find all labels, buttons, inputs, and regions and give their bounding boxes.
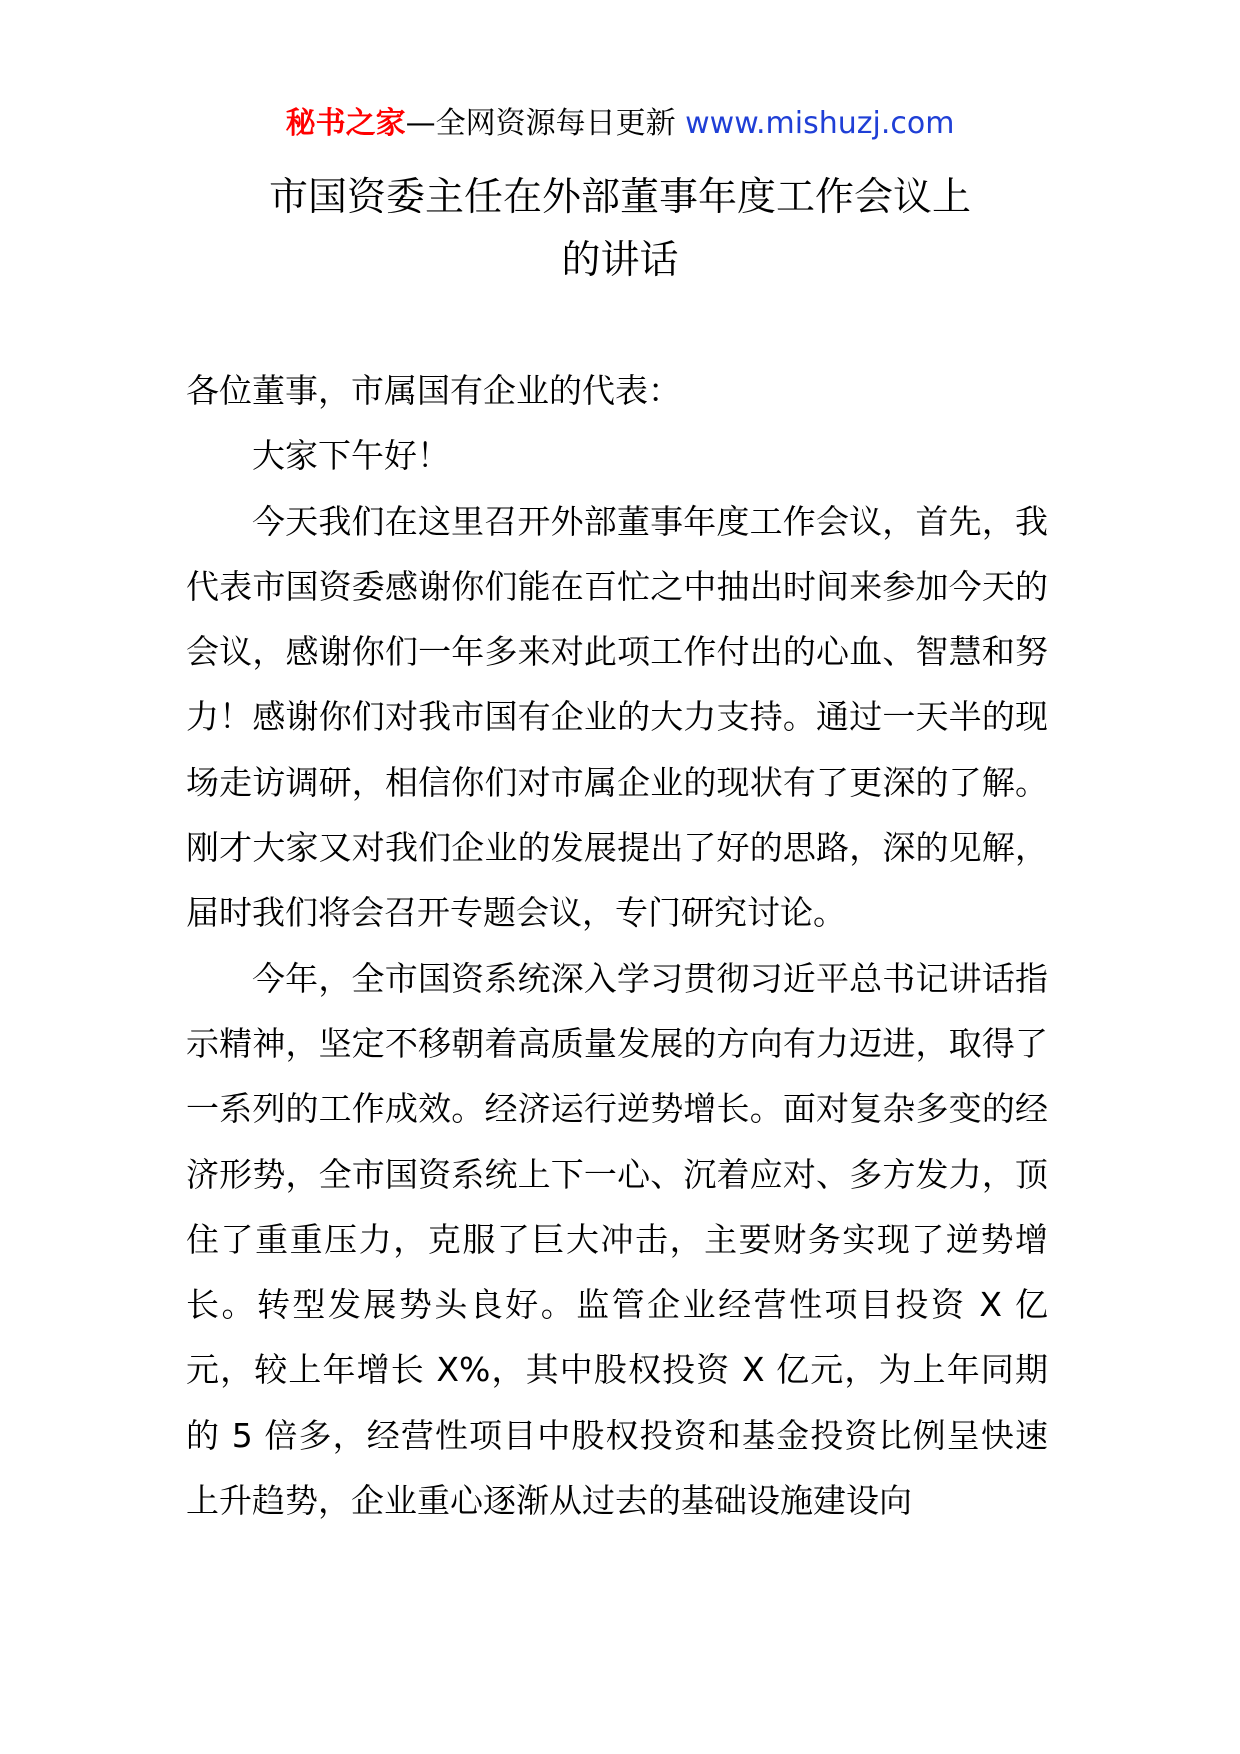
title-line-2: 的讲话 [561, 238, 679, 283]
document-body [186, 358, 1048, 1533]
greeting: 大家下午好！ [252, 436, 450, 476]
header-tagline: —全网资源每日更新 [405, 106, 686, 141]
site-url-link[interactable]: www.mishuzj.com [685, 106, 955, 141]
brand-name: 秘书之家 [285, 106, 406, 141]
document-title [0, 166, 1240, 292]
salutation: 各位董事，市属国有企业的代表： [186, 371, 681, 410]
body-paragraph-2: 今年，全市国资系统深入学习贯彻习近平总书记讲话指示精神，坚定不移朝着高质量发展的方向有力迈进，取得了一系列的工作成效。经济运行逆势增长。面对复杂多变的经济形势，全市国资系统上下一心、沉着应对、多方发力，顶住了重重压力，克服了巨大冲击，主要财务实现了逆势增长。转型发展势头良好。监管企业经营性项目投资 X 亿元，较上年增长 X%，其中股权投资 X 亿元，为上年同期的 5 倍多，经营性项目中股权投资和基金投资比例呈快速上升趋势，企业重心逐渐从过去的基础设施建设向 [186, 958, 1048, 1521]
body-paragraph-1: 今天我们在这里召开外部董事年度工作会议，首先，我代表市国资委感谢你们能在百忙之中抽出时间来参加今天的会议，感谢你们一年多来对此项工作付出的心血、智慧和努力！感谢你们对我市国有企业的大力支持。通过一天半的现场走访调研，相信你们对市属企业的现状有了更深的了解。刚才大家又对我们企业的发展提出了好的思路，深的见解，届时我们将会召开专题会议，专门研究讨论。 [186, 501, 1048, 933]
title-line-1: 市国资委主任在外部董事年度工作会议上 [268, 175, 971, 220]
site-header [0, 104, 1240, 144]
